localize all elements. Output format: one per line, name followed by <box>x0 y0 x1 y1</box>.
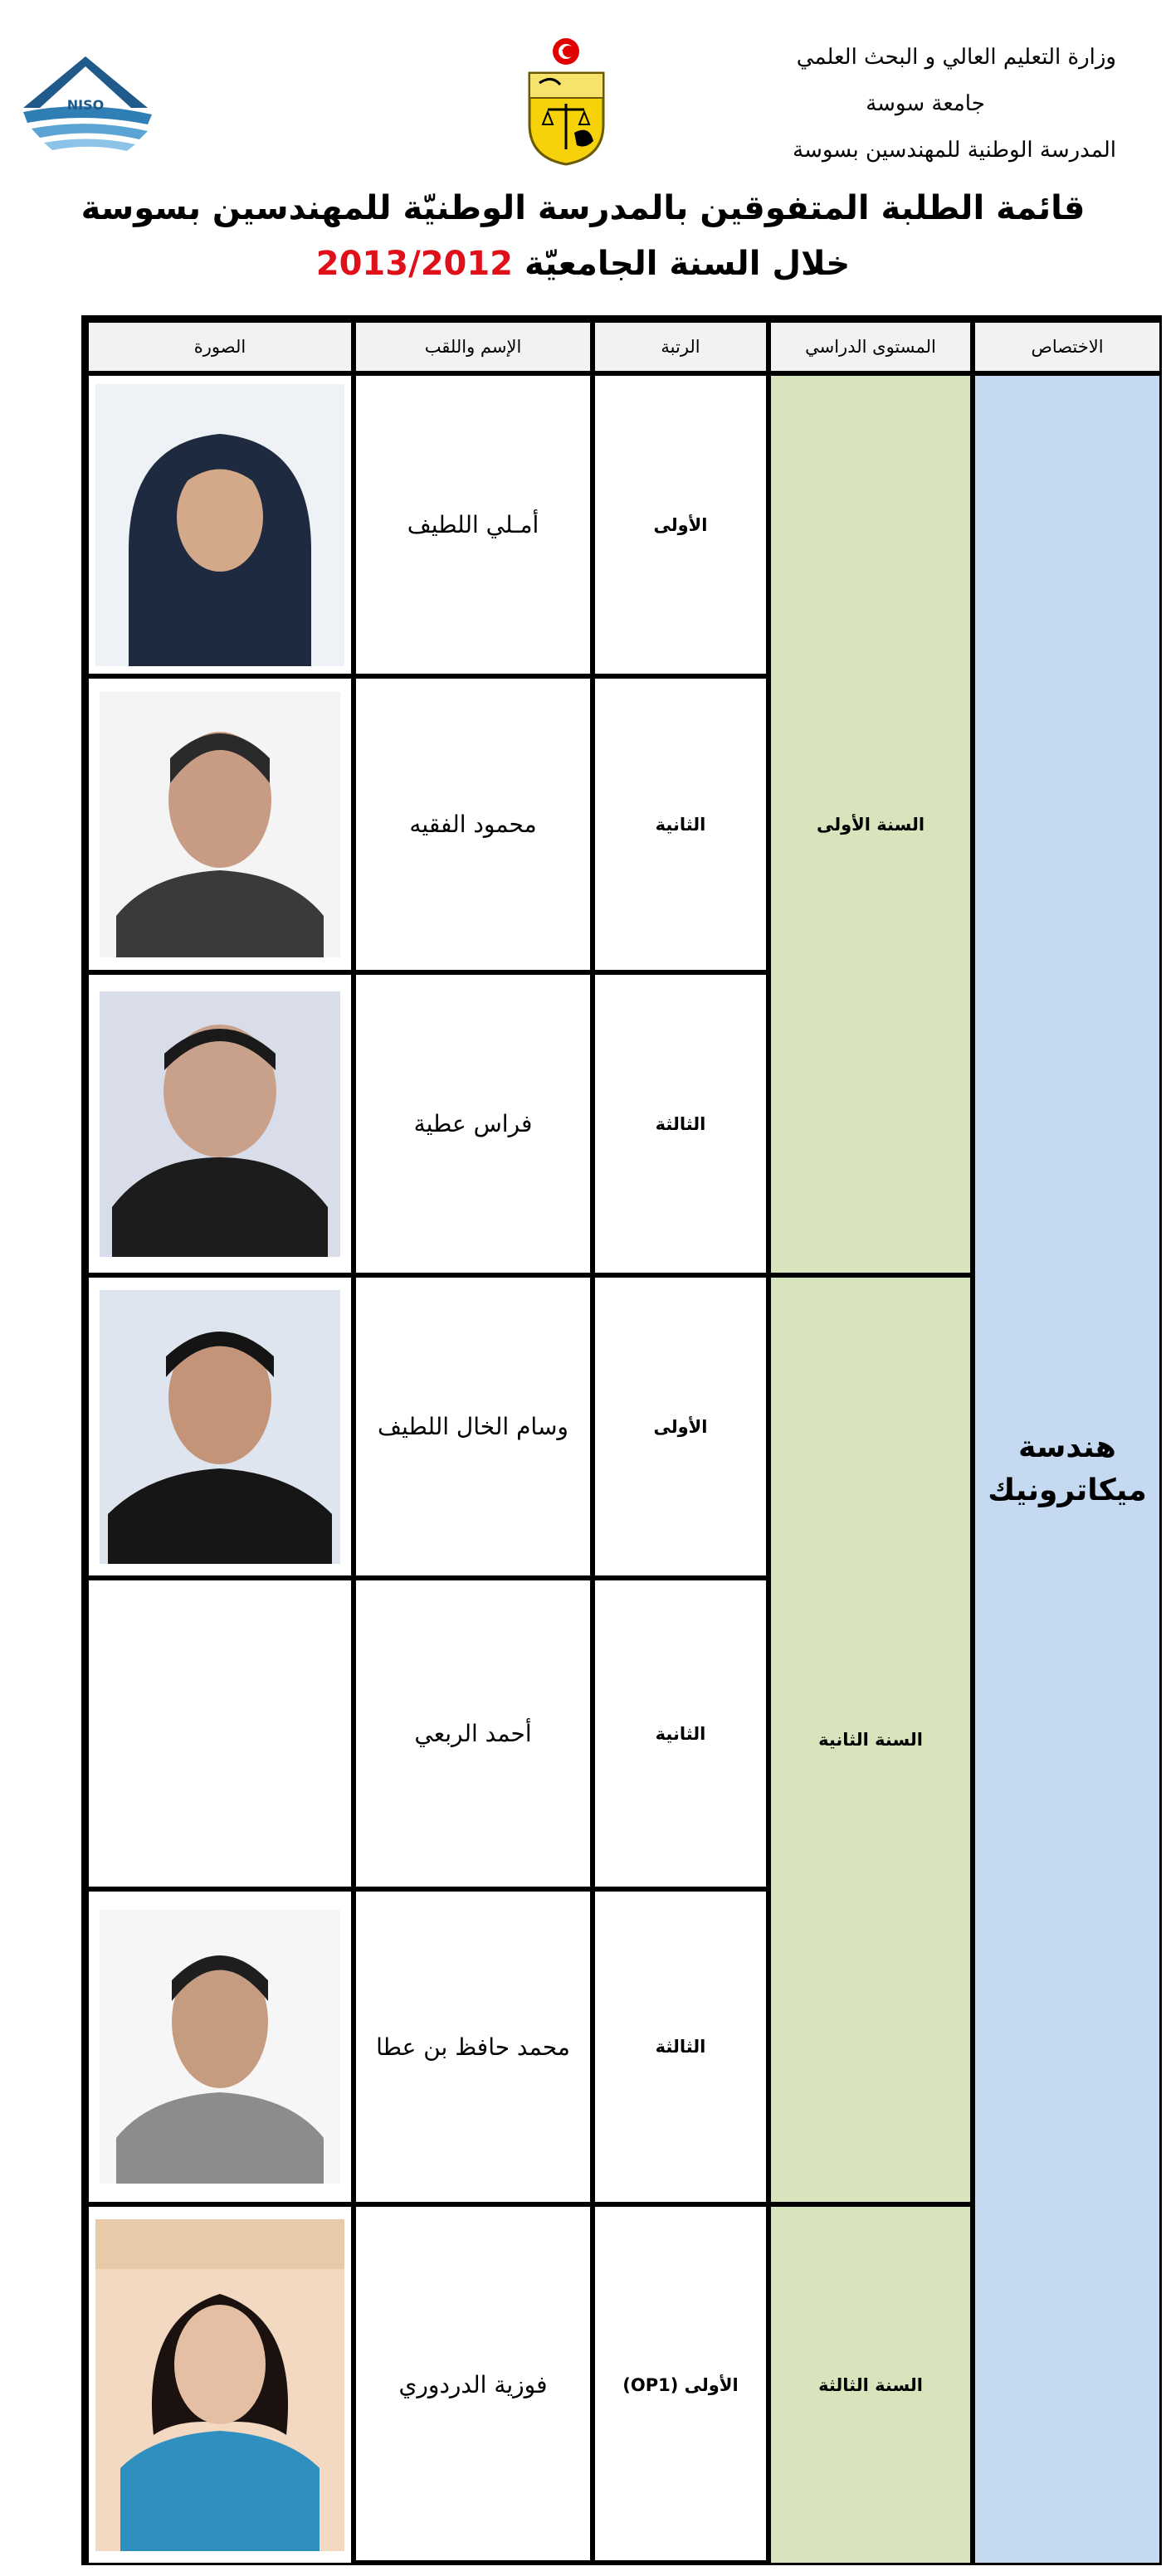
ministry-name: وزارة التعليم العالي و البحث العلمي <box>796 45 1116 70</box>
rank-cell: الأولى <box>593 373 768 676</box>
photo-placeholder-icon <box>95 384 344 666</box>
level-third-year: السنة الثالثة <box>768 2204 973 2565</box>
university-name: جامعة سوسة <box>866 91 985 116</box>
page-title: قائمة الطلبة المتفوقين بالمدرسة الوطنيّة للمهندسين بسوسة <box>80 189 1086 227</box>
level-second-year: السنة الثانية <box>768 1275 973 2204</box>
student-name: محمود الفقيه <box>354 676 593 972</box>
specialty-cell: هندسة ميكاترونيك <box>973 373 1162 2565</box>
page-subtitle <box>0 245 1166 283</box>
photo-placeholder-icon <box>100 991 340 1257</box>
school-name: المدرسة الوطنية للمهندسين بسوسة <box>793 138 1116 163</box>
rank-cell: الثانية <box>593 676 768 972</box>
student-name: فوزية الدردوري <box>354 2204 593 2565</box>
photo-placeholder-icon <box>100 692 340 957</box>
student-photo <box>86 1275 354 1578</box>
academic-year: 2013/2012 <box>315 245 514 283</box>
student-name: وسام الخال اللطيف <box>354 1275 593 1578</box>
col-header-level: المستوى الدراسي <box>768 320 973 373</box>
col-header-photo: الصورة <box>86 320 354 373</box>
student-name: محمد حافظ بن عطا <box>354 1889 593 2204</box>
student-name: أحمد الربعي <box>354 1578 593 1889</box>
tunisia-coat-of-arms <box>515 33 618 166</box>
student-photo <box>86 1889 354 2204</box>
school-logo <box>7 50 164 166</box>
student-photo <box>86 2204 354 2565</box>
level-first-year: السنة الأولى <box>768 373 973 1275</box>
student-photo <box>86 373 354 676</box>
honor-roll-table <box>81 315 1162 2565</box>
rank-cell: الثالثة <box>593 972 768 1275</box>
student-photo-empty <box>86 1578 354 1889</box>
student-photo <box>86 972 354 1275</box>
col-header-name: الإسم واللقب <box>354 320 593 373</box>
student-name: أمـلي اللطيف <box>354 373 593 676</box>
col-header-rank: الرتبة <box>593 320 768 373</box>
rank-cell: الثالثة <box>593 1889 768 2204</box>
rank-cell: الثانية <box>593 1578 768 1889</box>
photo-placeholder-icon <box>100 1910 340 2184</box>
photo-placeholder-icon <box>100 1290 340 1564</box>
student-photo <box>86 676 354 972</box>
rank-cell: الأولى (OP1) <box>593 2204 768 2565</box>
col-header-specialty: الاختصاص <box>973 320 1162 373</box>
rank-cell: الأولى <box>593 1275 768 1578</box>
ministry-header <box>734 33 1116 173</box>
subtitle-prefix: خلال السنة الجامعيّة <box>524 245 851 283</box>
photo-placeholder-icon <box>95 2219 344 2551</box>
school-logo-text: NISO <box>66 97 105 113</box>
student-name: فراس عطية <box>354 972 593 1275</box>
